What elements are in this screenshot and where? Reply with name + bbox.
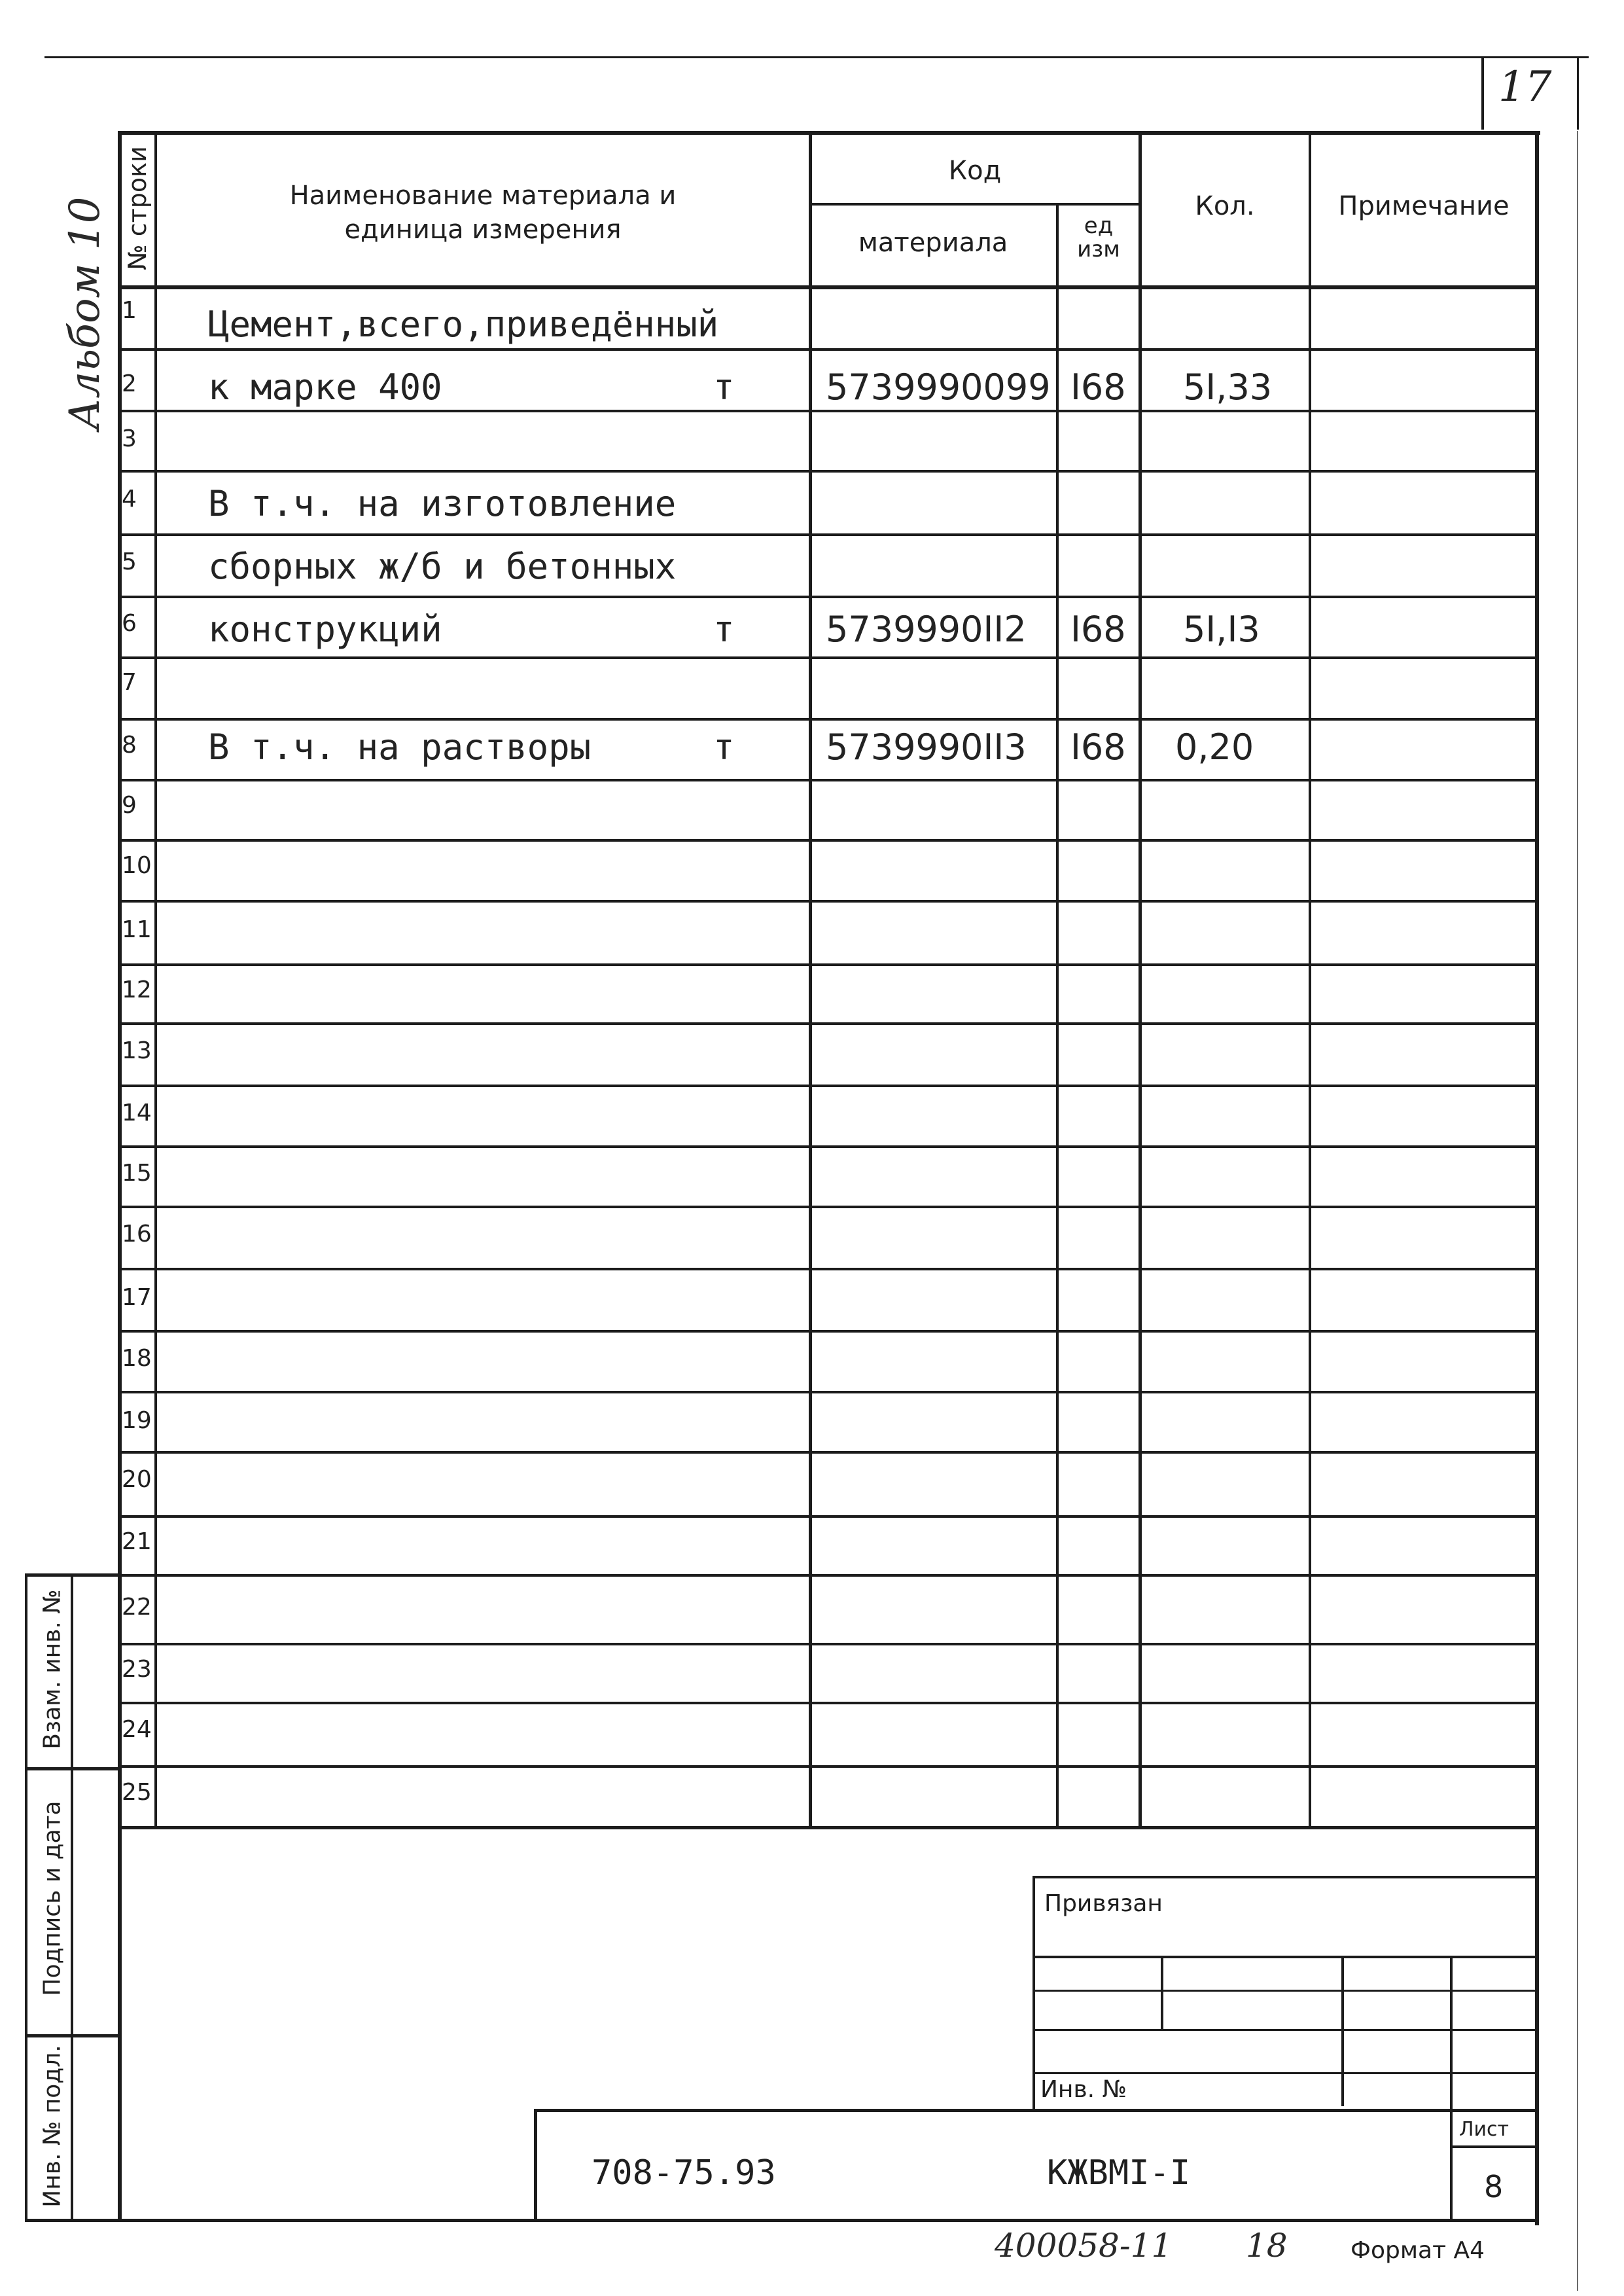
row-line-15 — [120, 1206, 1538, 1208]
row-number: 6 — [122, 610, 137, 637]
doc-code: 708-75.93 — [591, 2153, 776, 2193]
row-line-1 — [120, 348, 1538, 351]
table-cell-ed: I68 — [1070, 609, 1126, 650]
table-cell-ed: I68 — [1070, 726, 1126, 768]
row-number: 10 — [122, 852, 152, 879]
footer-handwritten-page: 18 — [1246, 2227, 1288, 2265]
header-row-no: № строки — [123, 146, 152, 270]
footer-handwritten-number: 400058-11 — [995, 2227, 1173, 2265]
top-rule — [44, 56, 1589, 58]
row-number: 2 — [122, 370, 137, 397]
row-number: 18 — [122, 1345, 152, 1372]
stamp-inv-podl: Инв. № подл. — [39, 2045, 66, 2208]
page-number-box-left — [1481, 56, 1484, 130]
album-label: Альбом 10 — [61, 196, 109, 430]
row-number: 23 — [122, 1656, 152, 1683]
row-number: 4 — [122, 486, 137, 512]
row-number: 1 — [122, 297, 137, 324]
row-line-4 — [120, 533, 1538, 536]
row-number: 11 — [122, 916, 152, 943]
row-line-11 — [120, 963, 1538, 966]
row-line-20 — [120, 1515, 1538, 1518]
row-line-13 — [120, 1085, 1538, 1087]
row-number: 17 — [122, 1284, 152, 1311]
row-line-8 — [120, 779, 1538, 781]
row-number: 5 — [122, 548, 137, 575]
stamp-mid-line — [71, 1573, 73, 2221]
title-block-left — [534, 2109, 537, 2221]
row-line-3 — [120, 470, 1538, 473]
privyazan-row-2 — [1033, 1990, 1538, 1992]
table-cell-name: к марке 400 — [208, 367, 442, 408]
header-code-material: материала — [858, 228, 1008, 258]
table-cell-name: В т.ч. на изготовление — [208, 483, 677, 524]
page-number-handwritten: 17 — [1498, 63, 1552, 111]
row-line-22 — [120, 1643, 1538, 1645]
table-cell-qty: 5I,I3 — [1183, 609, 1260, 650]
row-number: 22 — [122, 1594, 152, 1621]
table-cell-qty: 5I,33 — [1183, 367, 1273, 408]
row-line-12 — [120, 1022, 1538, 1025]
row-line-19 — [120, 1451, 1538, 1454]
stamp-vzam-inv: Взам. инв. № — [39, 1589, 66, 1749]
list-label: Лист — [1459, 2118, 1509, 2141]
row-number: 19 — [122, 1407, 152, 1434]
row-line-25 — [120, 1826, 1538, 1829]
row-line-7 — [120, 718, 1538, 721]
row-line-24 — [120, 1765, 1538, 1768]
stamp-bottom-line — [25, 2219, 1539, 2222]
row-number: 12 — [122, 977, 152, 1003]
row-line-23 — [120, 1702, 1538, 1704]
row-line-17 — [120, 1330, 1538, 1333]
header-code-unit-1: ед — [1084, 213, 1114, 239]
row-line-14 — [120, 1145, 1538, 1148]
stamp-sep-1 — [25, 1767, 120, 1770]
code-subheader-line — [810, 203, 1140, 206]
row-line-21 — [120, 1574, 1538, 1577]
header-name-line1: Наименование материала и — [289, 181, 677, 211]
table-cell-unit: т — [713, 609, 735, 650]
table-cell-name: конструкций — [208, 609, 442, 650]
header-code-unit-2: изм — [1077, 236, 1120, 262]
table-cell-ed: I68 — [1070, 367, 1126, 408]
row-number: 3 — [122, 425, 137, 452]
privyazan-col-3 — [1450, 1956, 1453, 2221]
header-code: Код — [948, 156, 1002, 186]
row-number: 14 — [122, 1100, 152, 1126]
header-note: Примечание — [1338, 191, 1509, 221]
row-number: 8 — [122, 732, 137, 759]
header-qty: Кол. — [1195, 191, 1255, 221]
privyazan-left — [1033, 1876, 1035, 2111]
row-number: 9 — [122, 792, 137, 819]
privyazan-col-1 — [1161, 1956, 1163, 2029]
table-cell-code: 5739990099 — [826, 367, 1051, 408]
scan-edge-line — [1577, 131, 1578, 2291]
row-line-2 — [120, 410, 1538, 412]
header-bottom-border — [120, 285, 1538, 289]
privyazan-row-4 — [1033, 2072, 1538, 2074]
header-name-line2: единица измерения — [344, 215, 622, 245]
row-number: 20 — [122, 1466, 152, 1493]
table-cell-name: Цемент,всего,приведённый — [208, 304, 719, 345]
privyazan-row-3 — [1033, 2029, 1538, 2031]
footer-format: Формат А4 — [1350, 2237, 1485, 2264]
table-cell-unit: т — [713, 367, 735, 408]
row-number: 21 — [122, 1528, 152, 1555]
doc-mark: КЖВМI-I — [1047, 2153, 1191, 2193]
table-cell-code: 5739990II2 — [826, 609, 1027, 650]
col-line-material — [1056, 203, 1059, 1829]
list-value: 8 — [1484, 2169, 1504, 2204]
row-line-16 — [120, 1268, 1538, 1270]
row-number: 25 — [122, 1779, 152, 1806]
stamp-podpis-data: Подпись и дата — [39, 1801, 66, 1996]
table-cell-unit: т — [713, 726, 735, 768]
row-line-10 — [120, 900, 1538, 903]
row-number: 16 — [122, 1221, 152, 1247]
table-cell-qty: 0,20 — [1175, 726, 1254, 768]
table-right-border — [1535, 131, 1539, 2225]
row-line-6 — [120, 656, 1538, 659]
page-number-box-right — [1577, 56, 1579, 130]
title-block-top — [534, 2109, 1538, 2112]
row-number: 7 — [122, 669, 137, 696]
privyazan-top — [1033, 1876, 1538, 1878]
table-cell-code: 5739990II3 — [826, 726, 1027, 768]
row-number: 13 — [122, 1037, 152, 1064]
table-cell-name: В т.ч. на растворы — [208, 726, 591, 768]
list-separator — [1450, 2145, 1538, 2148]
inv-no-label: Инв. № — [1040, 2076, 1127, 2103]
row-line-18 — [120, 1391, 1538, 1393]
row-number: 24 — [122, 1716, 152, 1743]
table-cell-name: сборных ж/б и бетонных — [208, 546, 677, 587]
privyazan-col-2 — [1341, 1956, 1344, 2106]
privyazan-row-1 — [1033, 1956, 1538, 1958]
table-top-border — [120, 131, 1540, 135]
row-line-9 — [120, 839, 1538, 842]
privyazan-label: Привязан — [1044, 1890, 1163, 1917]
row-line-5 — [120, 596, 1538, 598]
stamp-left-line — [25, 1573, 27, 2221]
row-number: 15 — [122, 1160, 152, 1187]
